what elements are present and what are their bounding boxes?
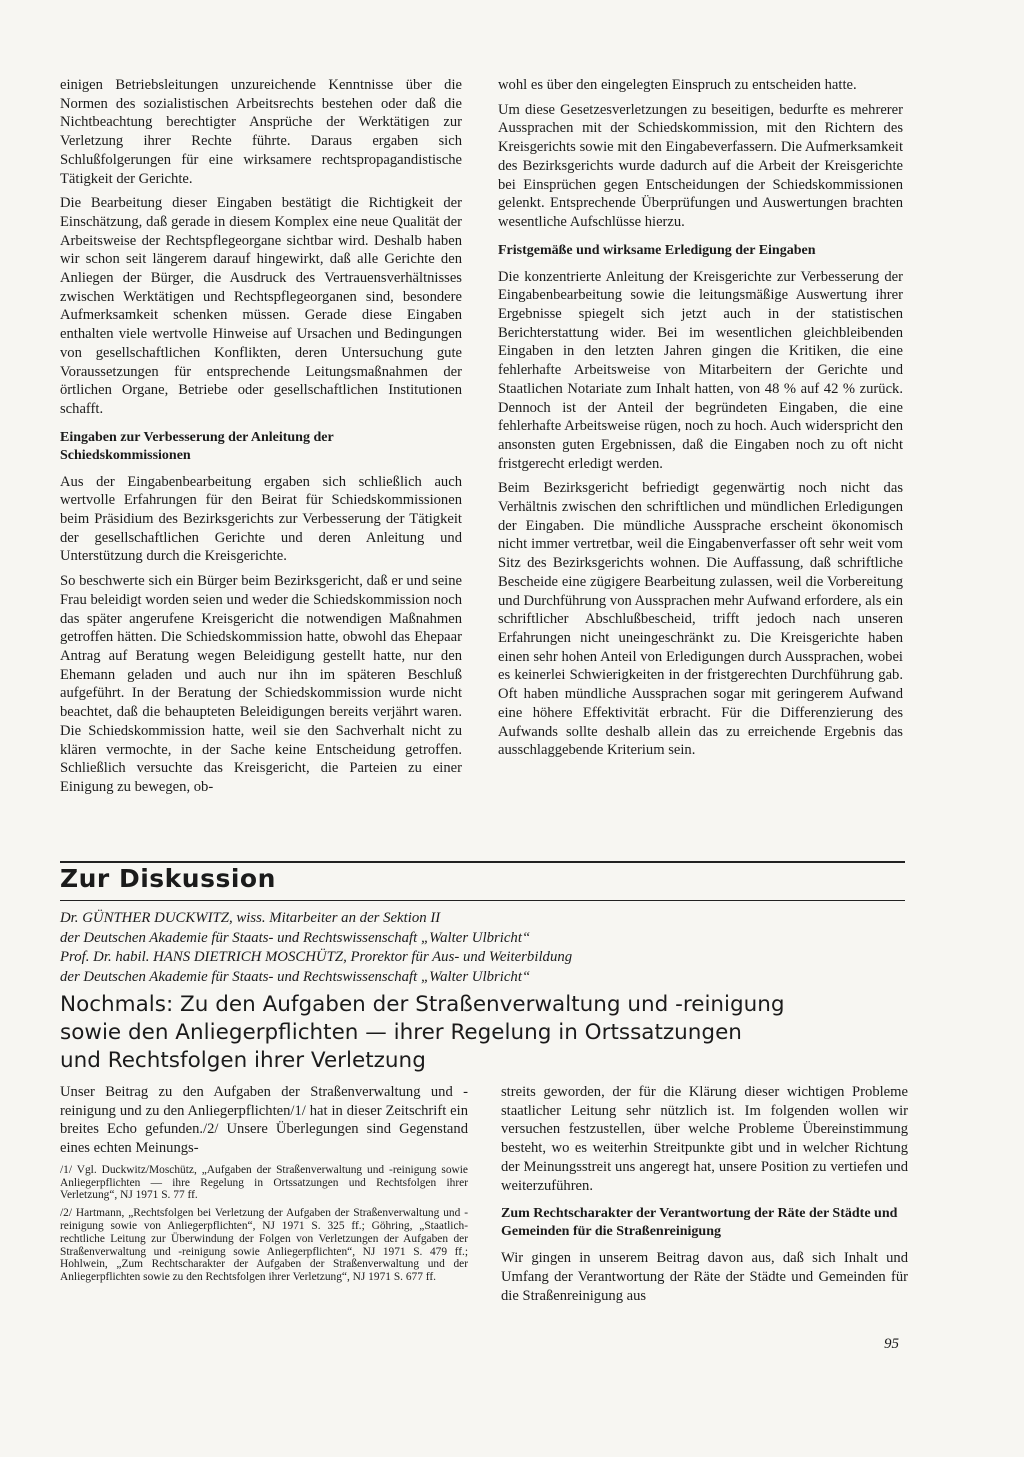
section-label: Zur Diskussion: [60, 864, 276, 893]
title-line: sowie den Anliegerpflichten — ihrer Regelung in Ortssatzungen: [60, 1020, 742, 1045]
column-left-bottom: [60, 1083, 468, 1289]
paragraph: streits geworden, der für die Klärung dieser wichtigen Probleme staatlicher Leitung sehr nützlich ist. Im folgenden wollen wir versuchen festzustellen, über welche Probleme Übereinstimmung besteht, wo es weiterhin Streitpunkte gibt und in welcher Richtung der Meinungsstreit uns angeregt hat, unsere Position zu vertiefen und weiterzuführen.: [501, 1084, 908, 1194]
paragraph: Unser Beitrag zu den Aufgaben der Straßenverwaltung und -reinigung und zu den Anliegerpflichten/1/ hat in dieser Zeitschrift ein breites Echo gefunden./2/ Unsere Überlegungen sind Gegenstand eines echten Meinungs-: [60, 1084, 468, 1157]
article-title: [60, 991, 910, 1075]
paragraph: Aus der Eingabenbearbeitung ergaben sich schließlich auch wertvolle Erfahrungen für den Beirat für Schiedskommissionen beim Präsidium des Bezirksgerichts zur Verbesserung der Tätigkeit der gesellschaftlichen Gerichte und deren Anleitung und Unterstützung durch die Kreisgerichte.: [60, 473, 462, 565]
author-line: der Deutschen Akademie für Staats- und Rechtswissenschaft „Walter Ulbricht“: [60, 968, 531, 985]
paragraph: wohl es über den eingelegten Einspruch zu entscheiden hatte.: [498, 77, 857, 93]
paragraph: Um diese Gesetzesverletzungen zu beseitigen, bedurfte es mehrerer Aussprachen mit der Schiedskommission, mit den Richtern des Kreisgerichts sowie mit den Eingabeverfassern. Die Aufmerksamkeit des Bezirksgerichts wurde dadurch auf die Arbeit der Kreisgerichte bei Einsprüchen gegen Entscheidungen der Schiedskommissionen gelenkt. Entsprechende Überprüfungen und Auswertungen brachten wesentliche Aufschlüsse hierzu.: [498, 101, 903, 230]
paragraph: einigen Betriebsleitungen unzureichende Kenntnisse über die Normen des sozialistischen Arbeitsrechts bestehen oder daß die Nichtbeachtung berechtigter Ansprüche der Werktätigen zur Verletzung ihrer Rechte führte. Daraus ergaben sich Schlußfolgerungen für eine wirksamere rechtspropagandistische Tätigkeit der Gerichte.: [60, 77, 462, 187]
author-line: Prof. Dr. habil. HANS DIETRICH MOSCHÜTZ, Prorektor für Aus- und Weiterbildung: [60, 949, 573, 965]
column-right-top: [498, 76, 903, 766]
author-byline: [60, 909, 910, 987]
footnote: /2/ Hartmann, „Rechtsfolgen bei Verletzung der Aufgaben der Straßenverwaltung und -reinigung sowie von Anliegerpflichten“, NJ 1971 S. 325 ff.; Göhring, „Staatlich-rechtliche Leitung zur Überwindung der Folgen von Verletzungen der Aufgaben der Straßenverwaltung und -reinigung sowie Anliegerpflichten“, NJ 1971 S. 479 ff.; Hohlwein, „Zum Rechtscharakter der Aufgaben der Straßenverwaltung und der Anliegerpflichten sowie zu den Rechtsfolgen ihrer Verletzung“, NJ 1971 S. 677 ff.: [60, 1207, 468, 1284]
paragraph: Wir gingen in unserem Beitrag davon aus, daß sich Inhalt und Umfang der Verantwortung der Räte der Städte und Gemeinden für die Straßenreinigung aus: [501, 1250, 908, 1304]
paragraph: Beim Bezirksgericht befriedigt gegenwärtig noch nicht das Verhältnis zwischen den schriftlichen und mündlichen Erledigungen der Eingaben. Die mündliche Aussprache erscheint ökonomisch nicht immer vertretbar, weil die Eingabenverfasser oft sehr weit vom Sitz des Bezirksgerichts wohnen. Die Auffassung, daß schriftliche Bescheide eine zügigere Bearbeitung zulassen, weil die Vorbereitung und Durchführung von Aussprachen mehr Aufwand erfordere, als ein schriftlicher Abschlußbescheid, trifft jedoch nach unseren Erfahrungen nicht uneingeschränkt zu. Die Kreisgerichte haben einen sehr hohen Anteil von Erledigungen durch Aussprachen, wobei es keinerlei Schwierigkeiten in der fristgerechten Durchführung gab. Oft haben mündliche Aussprachen sogar mit geringerem Aufwand eine höhere Effektivität erbracht. Für die Differenzierung des Aufwands sollte deshalb allein das zu erreichende Ergebnis das ausschlaggebende Kriterium sein.: [498, 480, 903, 759]
paragraph: Die konzentrierte Anleitung der Kreisgerichte zur Verbesserung der Eingabenbearbeitung sowie die leitungsmäßige Auswertung ihrer Ergebnisse spiegelt sich jetzt auch in der statistischen Berichterstattung wider. Bei im wesentlichen gleichbleibenden Eingaben in den letzten Jahren gingen die Kritiken, die eine fehlerhafte Arbeitsweise von Mitarbeitern der Gerichte und Staatlichen Notariate zum Inhalt hatten, von 48 % auf 42 % zurück. Dennoch ist der Anteil der begründeten Eingaben, die eine fehlerhafte Arbeitsweise rügen, noch zu hoch. Auch widerspricht den ansonsten guten Ergebnissen, daß die Eingaben noch zu oft nicht fristgerecht erledigt werden.: [498, 268, 903, 472]
footnotes: [60, 1164, 468, 1284]
author-line: Dr. GÜNTHER DUCKWITZ, wiss. Mitarbeiter an der Sektion II: [60, 910, 441, 926]
author-line: der Deutschen Akademie für Staats- und Rechtswissenschaft „Walter Ulbricht“: [60, 929, 531, 946]
page-number: 95: [884, 1336, 899, 1352]
subheading: Zum Rechtscharakter der Verantwortung der Räte der Städte und Gemeinden für die Straßenreinigung: [501, 1206, 898, 1240]
column-right-bottom: [501, 1083, 908, 1311]
title-line: und Rechtsfolgen ihrer Verletzung: [60, 1048, 426, 1073]
section-rule-bottom: [60, 900, 905, 901]
subheading: Fristgemäße und wirksame Erledigung der Eingaben: [498, 242, 816, 258]
column-left-top: [60, 76, 462, 803]
section-rule-top: [60, 861, 905, 863]
paragraph: Die Bearbeitung dieser Eingaben bestätigt die Richtigkeit der Einschätzung, daß gerade in diesem Komplex eine neue Qualität der Arbeitsweise der Rechtspflegeorgane sichtbar wird. Deshalb haben wir schon seit längerem darauf hingewirkt, daß alle Gerichte den Anliegen der Bürger, die Ausdruck des Vertrauensverhältnisses zwischen Werktätigen und Rechtspflegeorganen sind, besondere Aufmerksamkeit schenken müssen. Gerade diese Eingaben enthalten viele wertvolle Hinweise auf Ursachen und Bedingungen von gesellschaftlichen Konflikten, deren Untersuchung gute Voraussetzungen für entsprechende Leitungsmaßnahmen der örtlichen Organe, Betriebe oder gesellschaftlichen Institutionen schafft.: [60, 195, 462, 417]
subheading: Eingaben zur Verbesserung der Anleitung der Schiedskommissionen: [60, 429, 334, 463]
paragraph: So beschwerte sich ein Bürger beim Bezirksgericht, daß er und seine Frau beleidigt worden seien und weder die Schiedskommission noch das später angerufene Kreisgericht die notwendigen Maßnahmen getroffen hätten. Die Schiedskommission hatte, obwohl das Ehepaar Antrag auf Beratung wegen Beleidigung gestellt hatte, nur den Ehemann geladen und auch nur ihn im späteren Beschluß aufgeführt. In der Beratung der Schiedskommission wurde nicht beachtet, daß die behaupteten Beleidigungen bereits verjährt waren. Die Schiedskommission hatte, weil sie den Sachverhalt nicht zu klären vermochte, in der Sache keine Entscheidung getroffen. Schließlich versuchte das Kreisgericht, die Parteien zu einer Einigung zu bewegen, ob-: [60, 573, 462, 795]
title-line: Nochmals: Zu den Aufgaben der Straßenverwaltung und -reinigung: [60, 992, 785, 1017]
footnote: /1/ Vgl. Duckwitz/Moschütz, „Aufgaben der Straßenverwaltung und -reinigung sowie Anliegerpflichten — ihre Regelung in Ortssatzungen und Rechtsfolgen ihrer Verletzung“, NJ 1971 S. 77 ff.: [60, 1163, 468, 1202]
